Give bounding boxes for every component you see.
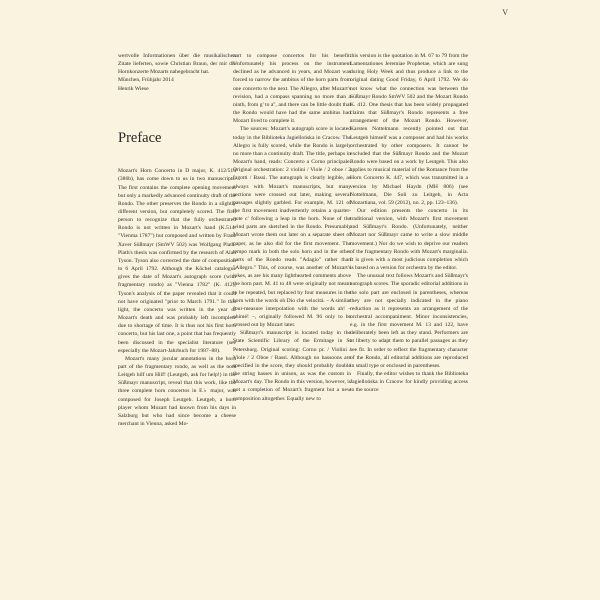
signature-name: Henrik Wiese [118,86,149,93]
paragraph: Our edition presents the concerto in its traditional version, with Mozart's first movement and Süßmayr's Rondo. (Unfortunately, neither Mozart nor Süßmayr came to write a slow middle movement.) Nor do we wish to deprive our readers of the fragmentary Rondo with Mozart's marginalia. It is given with a most judicious completion which is based on a version for orchestra by the editor. [350,207,468,272]
paragraph: wertvolle Informationen über die musikalischen Zitate lieferten, sowie Christian Braun, der mir die Hornkonzerte Mozarts nahegebracht hat. [118,53,236,76]
paragraph: Finally, the editor wishes to thank the Biblioteka Jagiellońska in Cracow for kindly providing access to the source [350,371,468,394]
paragraph: Süßmayr's manuscript is located today in the State Scientific Library of the Ermitage in St Petersburg. Original scoring: Corno pr. / Violini / Viole / 2 Oboe / Bassi. Although no bassoons are specified in the score, they should probably double the string basses in unison, as was the custom in Mozart's day. The Rondo in this version, however, is not a completion of Mozart's fragment but a new composition altogether. Equally new to [233,330,351,402]
page-number: V [502,8,508,17]
paragraph: The sources: Mozart's autograph score is located today in the Biblioteka Jagiellońska in Cracow. The Allegro is fully scored, while the Rondo is largely no more than a continuity draft. The title, perhaps in Mozart's hand, reads: Concerto a Corno principale. Original orchestration: 2 violini / Viole / 2 oboe / 2 fagotti / Bassi. The autograph is clearly legible, as always with Mozart's manuscripts, but many sections were crossed out later, making several passages slightly garbled. For example, M. 121 of the first movement inadvertently retains a quarter-note c' following a leap in the horn. None of the wind parts are sketched in the Rondo. Presumably Mozart wrote them out later on a separate sheet of paper, as he also did for the first movement. The tempo mark in both the solo horn and in the other parts of the Rondo reads "Adagio" rather than "Allegro." This, of course, was another of Mozart's jokes, as are his many lighthearted comments above the horn part. M. 41 to 48 were originally not meant to be repeated, but replaced by four measures in the horn with the words oh Dio che velocità. – A similar four-measure interpolation with the words ah! – ohimé! –, originally followed M. 96 only to be crossed out by Mozart later. [233,126,351,329]
text-column-2 [233,52,351,403]
text-column-1 [118,52,236,428]
paragraph: The unusual text follows Mozart's and Süßmayr's autograph scores. The sporadic editorial additions in the solo part are enclosed in parentheses, whereas they are not specially indicated in the piano reduction as it represents an arrangement of the orchestral accompaniment. Minor inconsistencies, e.g. in the first movement M. 13 and 122, have deliberately been left as they stand. Performers are at liberty to adapt them to parallel passages as they see fit. In order to reflect the fragmentary character of the Rondo, all editorial additions are reproduced in small type or enclosed in parentheses. [350,273,468,369]
paragraph: Mozart's many jocular annotations in the horn part of the fragmentary rondo, as well as the note Leitgeb hilf um Hilf! (Leutgeb, ask for help!) in the Süßmayr manuscript, reveal that this work, like the three complete horn concertos in E♭ major, was composed for Joseph Leutgeb. Leutgeb, a horn player whom Mozart had known from his days in Salzburg but who had since become a cheese merchant in Vienna, asked Mo- [118,355,236,428]
paragraph: Mozart's Horn Concerto in D major, K. 412/514 (386b), has come down to us in two manuscripts. The first contains the complete opening movement but only a markedly advanced continuity draft of the Rondo. The other preserves the Rondo in a slightly different version, but completely scored. The first person to recognize that the fully orchestrated Rondo is not written in Mozart's hand (K.514: "Vienma 1787") but composed and written by Franz Xaver Süßmayr (SmWV 502) was Wolfgang Plath. Plath's thesis was confirmed by the research of Alan Tyson. Tyson also corrected the date of composition to 6 April 1792. Although the Köchel catalogue gives the date of Mozart's autograph score (with fragmentary rondo) as "Vienna 1782" (K. 412), Tyson's analysis of the paper revealed that it could not have originated "prior to March 1791." In this light, the concerto was written in the year of Mozart's death and was probably left incomplete due to shortage of time. It is thus not his first horn concerto, but his last one, a point that has frequently been discussed in the specialist literature (see especially the Mozart-Jahrbuch for 1987–88). [118,168,236,354]
text-column-3 [350,52,468,395]
signature-place-date: München, Frühjahr 2014 [118,77,174,84]
paragraph: zart to compose concertos for his benefit. Unfortunately his process on the instrument declined as he advanced in years, and Mozart was forced to narrow the ambitus of the horn parts from one concerto to the next. The Allegro, after Mozart's revision, had a compass spanning no more than a ninth, from g' to a'', and there can be little doubt that the Rondo would have had the same ambitus had Mozart lived to complete it. [233,53,351,125]
section-heading: Preface [118,130,162,147]
paragraph: this version is the quotation in M. 67 to 79 from the Lamentationes Jeremiae Prophetae, which are sung during Holy Week and thus produce a link to the original dating Good Friday, 6 April 1792. We do not know what the connection was between the Süßmayr Rondo SmWV 502 and the Mozart Rondo K. 412. One thesis that has been widely propagated claims that Süßmayr's Rondo represents a free arrangement of the Mozart Rondo. However, Karsten Nottelmann recently pointed out that Leutgeb himself was a composer and had his works orchestrated by other composers. It cannot be excluded that the Süßmayr Rondo and the Mozart Rondo were based on a work by Leutgeb. This also applies to musical material of the Romance from the Horn Concerto K. 447, which was transmitted in a version by Michael Haydn (MH 806) (see Nottelmann, Die Soli zu Leitgeb, in Acta Mozartiana, vol. 59 (2012), no. 2, pp. 123–136). [350,53,468,206]
